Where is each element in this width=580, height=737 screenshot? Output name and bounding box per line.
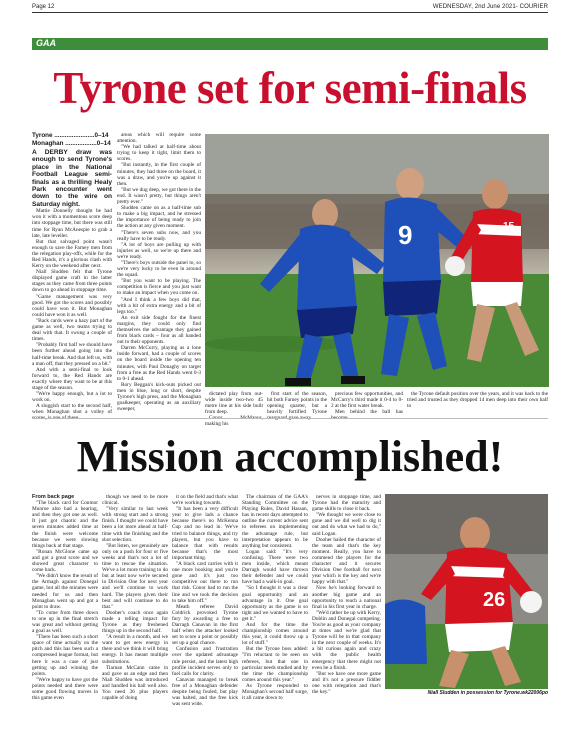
story2-col3-paragraph: "A black card carries with it one more booking and you're gone and it's just too competitive out there to run that risk. Conor had to run the line and we took the decision to take him off." — [172, 561, 238, 604]
story2-col3-paragraph: "It has been a very difficult year to give lads a chance because there's no McKenna Cup and no lead in. We've tried to balance things, and try players, but you have to balance that with results because that's the most important thing. — [172, 506, 238, 561]
svg-text:15: 15 — [503, 221, 515, 232]
story2-col5-paragraph: "But we have one more game and it's not a pressure fiddler one with relegation and that's the key." — [312, 670, 381, 695]
story1-col5-paragraph: precious few opportunities, and McCurry's third made it 0-4 to 0-2 at the first water break. — [331, 391, 403, 410]
sludden-photo — [385, 494, 548, 689]
story1-col2-body — [117, 132, 201, 412]
story2-col5-paragraph: Dooher hailed the character of the team and that's the key moment. Really, you have to commend the players for the character and it secures Division One football for next year which is the key and we're happy with that." — [312, 536, 381, 586]
story2-col4-paragraph: As Tyrone responded to Monaghan's second half surge, it all came down to — [242, 682, 308, 702]
story2-col3-paragraph: Confusion and frustration over the updated advantage rule persist, and the latest high profile incident serves only to fuel calls for clarity. — [172, 646, 238, 677]
story2-column-3 — [172, 494, 238, 706]
story2-col5-body — [312, 494, 381, 695]
story1-col1-paragraph: And with a semi-final to look forward to, the Red Hands are exactly where they want to be at this stage of the season. — [32, 366, 112, 391]
story2-col1-paragraph: "We didn't know the result of the Armagh against Donegal game, but all the minutes were needed for us and then Monaghan went up and got a point to draw. — [32, 573, 98, 610]
story2-col3-paragraph: Canavan managed to break free of a Monaghan defender despite being fouled, but play was halted, and the free kick was sent wide. — [172, 676, 238, 708]
story2-col4-paragraph: Logan said: "It's very confusing. There were two men inside, which meant Darragh would have thrown their defender and we could have had a walk-in goal. — [242, 548, 308, 586]
story2-col1-paragraph: "The black card for Conmor Munroe also had a bearing, and then they got one as well. It just got chaotic and the seven minutes added time at the finish were welcome because we were slowing things back at that stage. — [32, 500, 98, 549]
publication-date: WEDNESDAY, 2nd June 2021- COURIER — [432, 4, 548, 10]
story1-col2-paragraph: "We had talked at half-time about trying to keep it tight, limit them to scores. — [117, 144, 201, 163]
story2-col5-paragraph: nerves in stoppage time, and Tyrone had the maturity and game skills to close it back. — [312, 494, 381, 513]
story1-col4-body — [267, 391, 327, 421]
second-headline: Mission accomplished! — [76, 432, 504, 481]
story1-col6-body — [407, 391, 548, 409]
story2-col1-paragraph: "There has been such a short space of time actually on the pitch and this has been such a compressed league format, but here it was a case of just getting up and winning the points. — [32, 634, 98, 677]
story1-col1-paragraph: A sluggish start to the second half, when Monaghan shot a volley of — [32, 403, 112, 416]
score-home: Tyrone .......................0–14 — [32, 132, 109, 139]
story1-col2-paragraph: An exit side fought for the finest margins, they could only find themselves the advantage they gained from black cards – four as all handed out to their opponents. — [117, 314, 201, 346]
story1-col1-paragraph: "Game management was very good. We got the scores and possibly could have won it. But Monaghan could have won it as well. — [32, 293, 112, 318]
story2-col1-body — [32, 500, 98, 701]
story2-col4-body — [242, 494, 308, 701]
story1-col4-paragraph: first start of the season, hit both Farney points in the opening quarter, but a heavily fortified Tyrone — [267, 391, 327, 416]
score-away: Monaghan ..................0–14 — [32, 139, 111, 147]
story2-col5-paragraph: "We'd rather be up with Kerry, Dublin and Donegal competing. You're as good as your company at times and we're glad that Tyrone will be in that company in the next couple of weeks. It's a bit curious again and crazy with the public health emergency that there might not even be a finish. — [312, 609, 381, 671]
story1-col1-paragraph: But that salvaged point wasn't enough to save the Farney men from the relegation play-offs, while for the Red Hands, it's a glorious clash with Kerry on the weekend after next. — [32, 238, 112, 270]
page-number: Page 12 — [32, 4, 55, 10]
story1-col2-paragraph: Darren McCurry, playing as a lone inside forward, had a couple of scores on the board inside the opening ten minutes, with Paul Donaghy on target from a free as the Red Hands went 0-3 to 0-1 ahead. — [117, 345, 201, 382]
story1-column-3 — [205, 391, 263, 428]
story2-col2-paragraph: Dooher's coach once again made a telling impact for Tyrone as they freshened things up in the second half. — [102, 609, 168, 635]
story1-column-6 — [407, 391, 548, 418]
story1-col2-paragraph: "There's seven subs now, and you really have to be ready. — [117, 229, 201, 242]
story2-col4-paragraph: And for the time the championship comes around this year, it could throw up a lot of stuff." — [242, 621, 308, 647]
story1-col2-paragraph: "There's boys outside the panel to, so we're very lucky to be even in around the squad. — [117, 259, 201, 279]
story2-column-4 — [242, 494, 308, 706]
story-intro: A DERBY draw was enough to send Tyrone's place in the National Football League semi-finals as a thrilling Healy Park encounter went down to the wire on Saturday night. — [32, 149, 112, 208]
story2-col1-paragraph: "Ronan McGlone came up and got a great score and we showed great character to come back. — [32, 548, 98, 574]
story1-column-5 — [331, 391, 403, 418]
story1-column-2 — [117, 132, 201, 417]
story1-col3-paragraph: making his — [205, 421, 229, 428]
story2-col3-paragraph: it on the field and that's what we're working towards. — [172, 494, 238, 507]
match-photo — [205, 134, 549, 387]
header-rule — [32, 12, 548, 13]
story2-col4-paragraph: But the Tyrone boss added: "I'm reluctant to be seen on referees, but that one in particular needs studied and by the time the championship comes around this year." — [242, 646, 308, 683]
svg-text:9: 9 — [398, 220, 413, 250]
story2-col4-paragraph: "So I thought it was a clear goal opportunity and an advantage in it. One goal opportunity as the game is so tight and we wanted to have to get it." — [242, 585, 308, 622]
story2-col5-paragraph: "We thought we were close to gone and we did well to dig it out and do what we had to do," said Logan. — [312, 512, 381, 537]
svg-text:26: 26 — [483, 589, 506, 611]
story1-col5-body — [331, 391, 403, 421]
story1-col1-body — [32, 208, 112, 421]
story2-column-5 — [312, 494, 381, 706]
story2-col2-body — [102, 494, 168, 701]
story1-col2-paragraph: "A lot of boys are pulling up with injuries as well, so we're up there and we're ready. — [117, 241, 201, 260]
section-banner — [32, 38, 548, 50]
players-photo-illustration — [205, 134, 549, 387]
main-headline: Tyrone set for semi-finals — [53, 63, 527, 113]
story2-col2-paragraph: though we need to be more clinical. — [102, 494, 168, 507]
story1-col2-paragraph: "But you want to be playing. The competition is fierce and you just want to make an impact when you come on. — [117, 278, 201, 297]
story2-col2-paragraph: "A result in a month, and we want to get new energy in there and we think it will bring energy. It has meant multiple substitutions. — [102, 634, 168, 665]
story2-col3-paragraph: Meath referee David Coldrick provoked Tyrone fury by awarding a free to Darragh Canavan in the first half when the attacker looked set to score a point or possibly set up a goal chance. — [172, 603, 238, 647]
story2-col2-paragraph: "But listen, we genuinely are only on a push for four or five weeks and that's not a lot of time to rescue the situation. We've a lot more training to do but at least now we're secured in Division One for next year and we'll continue to work hard. The players given their best and will continue to do that." — [102, 542, 168, 610]
story1-col1-paragraph: Mattie Donnelly thought he had won it with a momentous score deep into stoppage time, but there was still time for Ryan McAnespie to grab a late, late leveller. — [32, 208, 112, 239]
story2-byline: From back page — [32, 494, 75, 500]
story1-col1-paragraph: "Back cards were a hazy part of the game as well, two teams trying to deal with that. It swung a couple of times. — [32, 317, 112, 343]
story2-col5-paragraph: Now he's looking forward to another big game and an opportunity to reach a national final in his first year in charge. — [312, 585, 381, 610]
story2-col3-body — [172, 494, 238, 707]
story1-col3-body — [205, 391, 263, 428]
photo-caption: Niall Sludden in possession for Tyrone.wk22006po — [427, 690, 548, 696]
story2-col4-paragraph: The chairman of the GAA's Standing Committee on the Playing Rules, David Hassan, has in recent days attempted to outline the current advice sent to referees on implementing the advantage rule, but interpretation appears to be anything but consistent. — [242, 494, 308, 549]
story1-col1-paragraph: "We're happy enough, but a lot to work on. — [32, 391, 112, 404]
story1-col3-paragraph: dictated play from out-wide inside two-two 45 metre line at his side built from deep. — [205, 391, 263, 416]
section-label: GAA — [36, 38, 56, 48]
story2-col2-paragraph: "Very similar to last week with strong start and a strong finish. I thought we could have been a lot more ahead at half-time with the finishing and the shot selection. — [102, 506, 168, 543]
story1-col1-paragraph: Niall Sludden felt that Tyrone displayed game craft in the latter stages as they came from three points down to go ahead in stoppage time. — [32, 269, 112, 294]
story1-col2-paragraph: Sludden came on as a half-time sub to make a big impact, and he stressed the importance of being ready to join the action at any given moment. — [117, 205, 201, 230]
player-in-possession-illustration — [385, 494, 548, 689]
story1-column-1 — [32, 132, 112, 417]
story1-col2-paragraph: "But instantly, in the first couple of minutes, they had three on the board, it was a draw, and you're up against it then. — [117, 162, 201, 187]
story2-col1-paragraph: "To come from three down to one up in the final stretch was great and without getting a goal as well. — [32, 609, 98, 635]
story1-col6-paragraph: the Tyrone default position over the years, and it was back to the tried and trusted as they dropped 14 men deep into their own half to — [407, 391, 548, 410]
story1-col1-paragraph: "Probably first half we should have been further ahead going into the half-time break. And that left us, with a man off, that they pressed on a bit." — [32, 342, 112, 367]
story2-column-1 — [32, 494, 98, 706]
story1-col2-paragraph: "And I think a few boys did that, with a bit of extra energy and a bit of legs too." — [117, 296, 201, 315]
story2-column-2 — [102, 494, 168, 706]
story1-column-4 — [267, 391, 327, 418]
story1-col5-paragraph: Men behind the ball has — [335, 409, 403, 416]
story-divider — [32, 418, 548, 419]
story1-col2-paragraph: Rory Beggan's kick-outs picked out men in blue, long or short, despite Tyrone's high press, and the Monaghan goalkeeper, operating as an auxiliary sweeper, — [117, 381, 201, 413]
story2-col1-paragraph: "We're happy to have got the points needed and there were some good flowing moves in this game even — [32, 676, 98, 702]
story2-col2-paragraph: Tiarnan McCann came in and gave us an edge and then Niall Sludden was introduced and handled his ball well also. You need 36 plus players capable of doing — [102, 664, 168, 702]
monaghan-defender — [385, 599, 427, 664]
story1-col2-paragraph: "But we dug deep, we got there in the end. It wasn't pretty, but things aren't pretty ever." — [117, 186, 201, 206]
story1-col2-paragraph: areas which will require some attention. — [117, 132, 201, 145]
